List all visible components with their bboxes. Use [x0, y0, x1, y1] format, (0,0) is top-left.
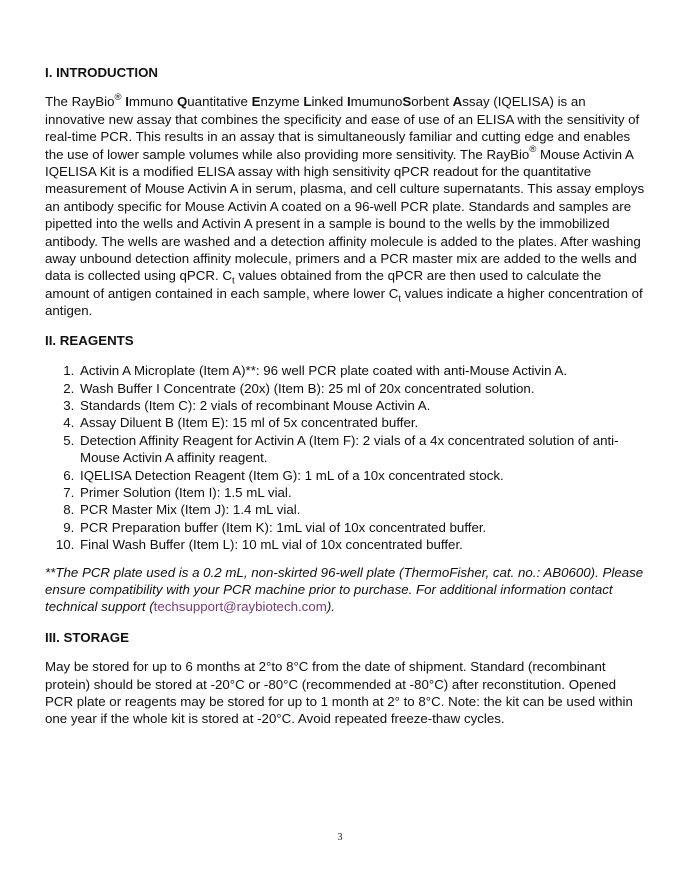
document-page: [45, 64, 645, 728]
registered-mark: ®: [114, 91, 122, 103]
intro-text-after-ct: values obtained from the qPCR are then used to calculate the amount of antigen contained in each sample, where lower C: [45, 268, 602, 301]
registered-mark: ®: [529, 144, 537, 156]
acronym-letter-q: Q: [176, 94, 188, 110]
ct-subscript: t: [232, 276, 235, 288]
acronym-letter-i: I: [125, 94, 129, 110]
acronym-letter-s: S: [402, 94, 412, 110]
storage-paragraph: May be stored for up to 6 months at 2°to 8°C from the date of shipment. Standard (recombinant protein) should be stored at -20°C or -80°C (recommended at -80°C) after reconstitution. Opened PCR plate or reagents may be stored for up to 1 month at 2° to 8°C. Note: the kit can be used within one year if the whole kit is stored at -20°C. Avoid repeated freeze-thaw cycles.: [45, 659, 633, 727]
pcr-plate-note: [45, 564, 645, 616]
intro-text-middle: Mouse Activin A IQELISA Kit is a modified ELISA assay with high sensitivity qPCR readout for the quantitative measurement of Mouse Activin A in serum, plasma, and cell culture supernatants. This assay employs an antibody specific for Mouse Activin A coated on a 96-well PCR plate. Standards and samples are pipetted into the wells and Activin A present in a sample is bound to the wells by the immobilized antibody. The wells are washed and a detection affinity molecule is added to the plates. After washing away unbound detection affinity molecule, primers and a PCR master mix are added to the wells and data is collected using qPCR. C: [45, 146, 645, 284]
reagent-item: 6. IQELISA Detection Reagent (Item G): 1 mL of a 10x concentrated stock.: [78, 467, 645, 484]
acronym-letter-a: A: [452, 94, 463, 110]
introduction-heading: I. INTRODUCTION: [45, 65, 159, 80]
note-end: ).: [326, 599, 335, 615]
reagents-heading: II. REAGENTS: [45, 332, 134, 348]
reagent-item: 7. Primer Solution (Item I): 1.5 mL vial.: [78, 484, 645, 501]
reagent-item: 4. Assay Diluent B (Item E): 15 ml of 5x concentrated buffer.: [78, 414, 645, 431]
reagents-list: [45, 362, 645, 553]
intro-text-start: The RayBio: [45, 94, 115, 110]
reagent-item: 8. PCR Master Mix (Item J): 1.4 mL vial.: [78, 501, 645, 518]
intro-text-end: values indicate a higher concentration of antigen.: [45, 285, 643, 319]
acronym-letter-l: L: [303, 94, 312, 110]
reagent-item: 5. Detection Affinity Reagent for Activin A (Item F): 2 vials of a 4x concentrated solution of anti-Mouse Activin A affinity reagent.: [78, 432, 645, 467]
storage-heading: III. STORAGE: [45, 629, 129, 645]
acronym-word-rest: inked: [311, 94, 347, 110]
acronym-word-rest: uantitative: [187, 94, 252, 110]
acronym-word-rest: nzyme: [260, 94, 304, 110]
page-number: 3: [337, 832, 343, 843]
acronym-word-rest: mmuno: [128, 94, 177, 110]
note-text: **The PCR plate used is a 0.2 mL, non-skirted 96-well plate (ThermoFisher, cat. no.: AB0600). Please ensure compatibility with your PCR machine prior to purchase. For additional information contact technical support (: [45, 564, 644, 615]
reagent-item: 1. Activin A Microplate (Item A)**: 96 well PCR plate coated with anti-Mouse Activin A.: [78, 362, 645, 379]
reagent-item: 2. Wash Buffer I Concentrate (20x) (Item B): 25 ml of 20x concentrated solution.: [78, 380, 645, 397]
reagent-item: 10. Final Wash Buffer (Item L): 10 mL vial of 10x concentrated buffer.: [78, 536, 645, 553]
intro-text-continued: ssay (IQELISA) is an innovative new assay that combines the specificity and ease of use of an ELISA with the sensitivity of real-time PCR. This results in an assay that is simultaneously familiar and cutting edge and enables the use of lower sample volumes while also providing more sensitivity. The RayBio: [45, 94, 640, 162]
reagent-item: 3. Standards (Item C): 2 vials of recombinant Mouse Activin A.: [78, 397, 645, 414]
acronym-letter-e: E: [251, 94, 261, 110]
acronym-word-rest: orbent: [411, 94, 453, 110]
acronym-letter-i2: I: [346, 94, 351, 110]
introduction-paragraph: [45, 93, 645, 319]
acronym-word-rest: mumuno: [350, 94, 403, 110]
reagent-item: 9. PCR Preparation buffer (Item K): 1mL vial of 10x concentrated buffer.: [78, 519, 645, 536]
ct-subscript: t: [398, 293, 401, 305]
support-email-link[interactable]: techsupport@raybiotech.com: [153, 599, 327, 615]
